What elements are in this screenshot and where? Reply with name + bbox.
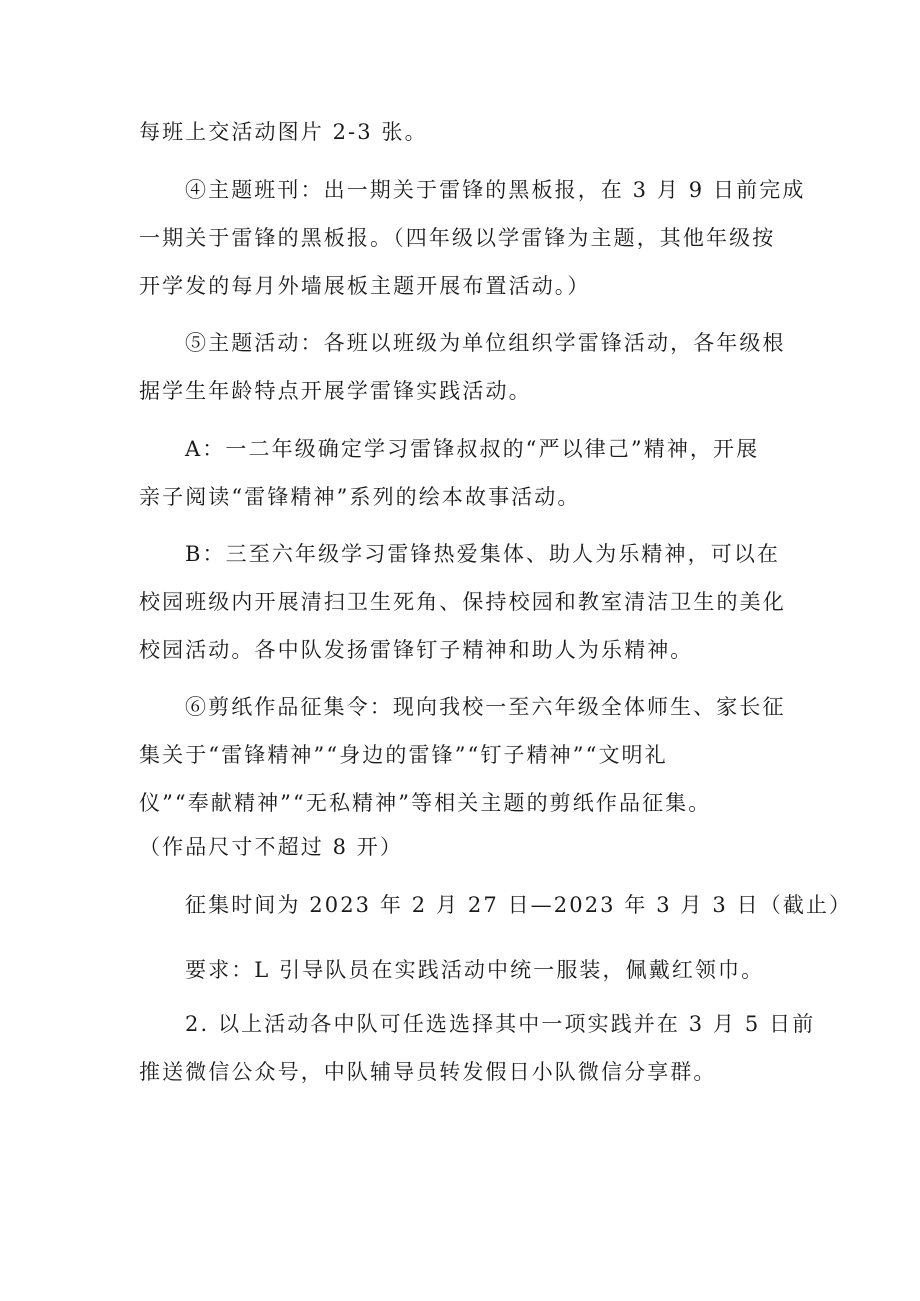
text-line: 集关于“雷锋精神”“身边的雷锋”“钉子精神”“文明礼 [139,743,668,767]
text-line: 每班上交活动图片 2-3 张。 [139,120,428,144]
text-line: 一期关于雷锋的黑板报。（四年级以学雷锋为主题，其他年级按 [139,226,776,250]
paragraph-requirements [139,946,789,994]
text-line: 仪”“奉献精神”“无私精神”等相关主题的剪纸作品征集。 [139,791,712,815]
text-line: 2. 以上活动各中队可任选选择其中一项实践并在 3 月 5 日前 [185,1012,816,1036]
text-line: 校园班级内开展清扫卫生死角、保持校园和教室清洁卫生的美化 [139,590,786,614]
paragraph-grade-3-6 [139,530,789,674]
text-line: 校园活动。各中队发扬雷锋钉子精神和助人为乐精神。 [139,638,694,662]
text-line: ④主题班刊：出一期关于雷锋的黑板报，在 3 月 9 日前完成 [185,178,806,202]
text-line: 推送微信公众号，中队辅导员转发假日小队微信分享群。 [139,1060,717,1084]
paragraph-blackboard-newsletter [139,166,806,310]
text-line: 亲子阅读“雷锋精神”系列的绘本故事活动。 [139,485,581,509]
text-line: 征集时间为 2023 年 2 月 27 日—2023 年 3 月 3 日（截止） [185,893,853,917]
paragraph-grade-1-2 [139,425,789,521]
text-line: A：一二年级确定学习雷锋叔叔的“严以律己”精神，开展 [185,437,760,461]
text-line: 开学发的每月外墙展板主题开展布置活动。） [139,274,591,298]
text-line: ⑥剪纸作品征集令：现向我校一至六年级全体师生、家长征 [185,695,786,719]
text-line: 要求：L 引导队员在实践活动中统一服装，佩戴红领巾。 [185,958,765,982]
paragraph-wechat-sharing [139,1000,816,1096]
text-line: B：三至六年级学习雷锋热爱集体、助人为乐精神，可以在 [185,542,781,566]
paragraph-paper-cut-collection [139,683,789,867]
text-line: ⑤主题活动：各班以班级为单位组织学雷锋活动，各年级根 [185,331,786,355]
text-line: 据学生年龄特点开展学雷锋实践活动。 [139,379,532,403]
paragraph-photo-submission [139,108,789,156]
paragraph-theme-activity [139,319,789,415]
paragraph-collection-time [139,881,853,929]
text-line: （作品尺寸不超过 8 开） [139,835,404,859]
